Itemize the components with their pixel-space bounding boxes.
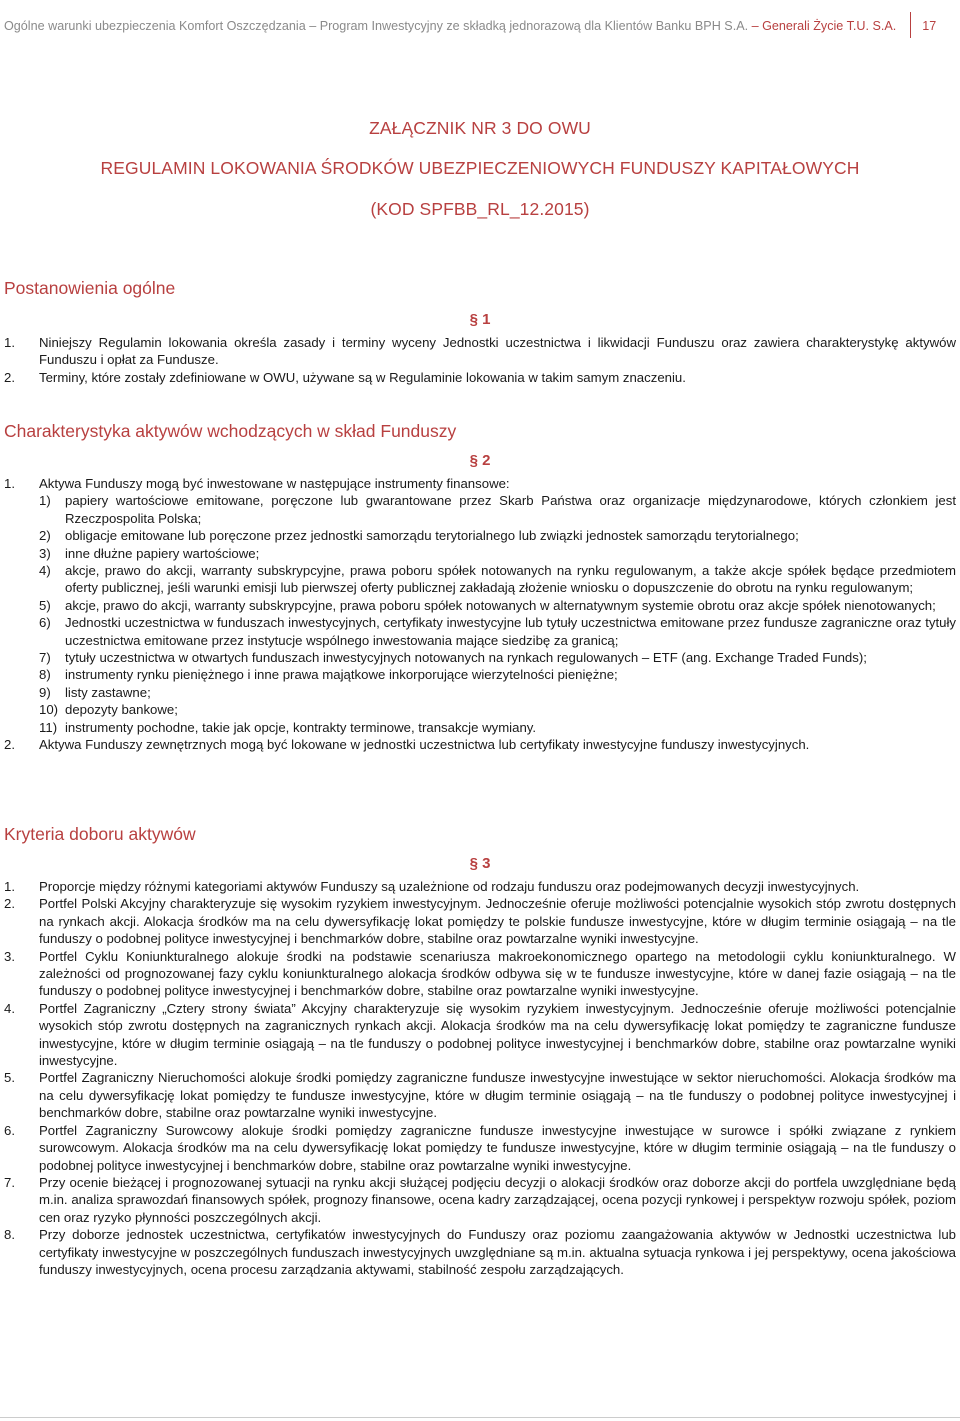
sub-list-item: 7) tytuły uczestnictwa w otwartych funduszach inwestycyjnych notowanych na rynkach regulowanych – ETF (ang. Exchange Traded Funds); [39, 650, 867, 666]
list-item: 7. Przy ocenie bieżącej i prognozowanej sytuacji na rynku akcji służącej podjęciu decyzji o alokacji środków oraz doborze akcji do portfela uwzględniane będą m.in. analiza sprawozdań finansowych spółek, prognozy finansowe, ocena kadry zarządzającej, ocena pozycji rynkowej i perspektyw rozwoju spółek, poziom cen oraz ryzyko płynności poszczególnych akcji. [4, 1174, 956, 1225]
list-item: 8. Przy doborze jednostek uczestnictwa, certyfikatów inwestycyjnych do Funduszy oraz poziomu zaangażowania aktywów w Jednostki uczestnictwa lub certyfikaty inwestycyjne w poszczególnych funduszach inwestycyjnych uwzględniane są m.in. aktualna sytuacja rynkowa i jej perspektywy, ocena jakościowa funduszy inwestycyjnych, ocena procesu zarządzania aktywami, stabilność zespołu zarządzających. [4, 1227, 956, 1277]
sub-list-item: 4) akcje, prawo do akcji, warranty subskrypcyjne, prawa poboru spółek notowanych na rynku regulowanym, a także akcje spółek będące przedmiotem oferty publicznej, jeśli warunki emisji lub pierwszej oferty publicznej zakładają złożenie wniosku o dopuszczenie do obrotu na rynku regulowanym; [39, 563, 956, 596]
annex-title: ZAŁĄCZNIK NR 3 DO OWU [369, 118, 591, 138]
sub-list-item: 11) instrumenty pochodne, takie jak opcje, kontrakty terminowe, transakcje wymiany. [39, 719, 537, 735]
running-header [4, 12, 936, 34]
sub-list-item: 6) Jednostki uczestnictwa w funduszach inwestycyjnych, certyfikaty inwestycyjne lub tytuły uczestnictwa emitowane przez fundusze zagraniczne oraz tytuły uczestnictwa emitowane przez instytucje wspólnego inwestowania mające siedzibę za granicą; [39, 615, 956, 648]
sub-list-item: 5) akcje, prawo do akcji, warranty subskrypcyjne, prawa poboru spółek notowanych w alternatywnym systemie obrotu oraz akcje spółek nienotowanych; [39, 597, 936, 613]
regulation-title: REGULAMIN LOKOWANIA ŚRODKÓW UBEZPIECZENIOWYCH FUNDUSZY KAPITAŁOWYCH [100, 158, 860, 178]
list-item: 1. Proporcje między różnymi kategoriami aktywów Funduszy są uzależnione od rodzaju funduszu oraz podejmowanych decyzji inwestycyjnych. [4, 879, 860, 894]
list-item: 6. Portfel Zagraniczny Surowcowy alokuje środki pomiędzy zagraniczne fundusze inwestycyjne inwestujące w surowce i spółki związane z rynkiem surowcowym. Alokacja środków ma na celu dywersyfikację lokat pomiędzy te fundusze inwestycyjne, które w długim terminie osiągają – na tle funduszy o podobnej polityce inwestycyjnej i benchmarków dobre, stabilne oraz powtarzalne wyniki inwestycyjne. [4, 1122, 956, 1173]
sub-list-item: 1) papiery wartościowe emitowane, poręczone lub gwarantowane przez Skarb Państwa oraz organizacje międzynarodowe, których członkiem jest Rzeczpospolita Polska; [39, 493, 956, 526]
section-heading-assets: Charakterystyka aktywów wchodzących w skład Funduszy [4, 421, 457, 441]
header-insurer: – Generali Życie T.U. S.A. [751, 19, 897, 33]
list-item: 2. Portfel Polski Akcyjny charakteryzuje się wysokim ryzykiem inwestycyjnym. Jednocześnie oferuje możliwości potencjalnie wysokich stóp zwrotu dostępnych na rynkach akcji. Alokacja środków ma na celu dywersyfikację lokat pomiędzy te polskie fundusze inwestycyjne, które w długim terminie osiągają – na tle funduszy o podobnej polityce inwestycyjnej i benchmarków dobre, stabilne oraz powtarzalne wyniki inwestycyjne. [4, 896, 956, 947]
page-number: 17 [922, 19, 937, 33]
sub-list-item: 8) instrumenty rynku pieniężnego i inne prawa majątkowe inkorporujące wierzytelności pieniężne; [39, 667, 618, 683]
sub-list-item: 9) listy zastawne; [39, 684, 151, 700]
list-item: 2. Aktywa Funduszy zewnętrznych mogą być lokowane w jednostki uczestnictwa lub certyfikaty inwestycyjne funduszy inwestycyjnych. [4, 737, 810, 753]
list-item: 3. Portfel Cyklu Koniunkturalnego alokuje środki na podstawie scenariusza makroekonomicznego opartego na metodologii cyklu koniunkturalnego. W zależności od prognozowanej fazy cyklu koniunkturalnego alokacja środków odbywa się w te fundusze inwestycyjne, które w danej fazie osiągają – na tle funduszy o podobnej polityce inwestycyjnej i benchmarków dobre, stabilne oraz powtarzalne wyniki inwestycyjne. [4, 948, 956, 999]
list-item: 1. Niniejszy Regulamin lokowania określa zasady i terminy wyceny Jednostki uczestnictwa i likwidacji Funduszu oraz zawiera charakterystykę aktywów Funduszu i opłat za Fundusze. [4, 335, 956, 368]
list-item: 2. Terminy, które zostały zdefiniowane w OWU, używane są w Regulaminie lokowania w takim samym znaczeniu. [4, 369, 686, 385]
list-item: 4. Portfel Zagraniczny „Cztery strony świata” Akcyjny charakteryzuje się wysokim ryzykiem inwestycyjnym. Jednocześnie oferuje możliwości potencjalnie wysokich stóp zwrotu dostępnych na zagranicznych rynkach akcji. Alokacja środków ma na celu dywersyfikację lokat pomiędzy te zagraniczne fundusze inwestycyjne, które w długim terminie osiągają – na tle funduszy o podobnej polityce inwestycyjnej i benchmarków dobre, stabilne oraz powtarzalne wyniki inwestycyjne. [4, 1000, 956, 1069]
section-assets-body [4, 475, 956, 754]
section-general-body [4, 334, 956, 386]
bottom-rule [0, 1417, 960, 1418]
regulation-code: (KOD SPFBB_RL_12.2015) [370, 199, 590, 219]
sub-list-item: 10) depozyty bankowe; [39, 702, 178, 718]
sub-list-item: 2) obligacje emitowane lub poręczone przez jednostki samorządu terytorialnego lub związki jednostek samorządu terytorialnego; [39, 528, 799, 544]
paragraph-number-1: § 1 [469, 311, 491, 328]
header-divider [910, 12, 911, 38]
list-item: 5. Portfel Zagraniczny Nieruchomości alokuje środki pomiędzy zagraniczne fundusze inwestycyjne inwestujące w sektor nieruchomości. Alokacja środków ma na celu dywersyfikację lokat pomiędzy te fundusze inwestycyjne, które w długim terminie osiągają – na tle funduszy o podobnej polityce inwestycyjnej i benchmarków dobre, stabilne oraz powtarzalne wyniki inwestycyjne. [4, 1070, 956, 1121]
list-item: 1. Aktywa Funduszy mogą być inwestowane w następujące instrumenty finansowe: [4, 476, 510, 491]
paragraph-number-3: § 3 [469, 855, 491, 872]
section-criteria-body [4, 878, 956, 1278]
section-heading-general: Postanowienia ogólne [4, 278, 176, 298]
header-product-name: Ogólne warunki ubezpieczenia Komfort Oszczędzania – Program Inwestycyjny ze składką jednorazową dla Klientów Banku BPH S.A. [4, 19, 749, 33]
section-heading-criteria: Kryteria doboru aktywów [4, 824, 196, 844]
sub-list-item: 3) inne dłużne papiery wartościowe; [39, 545, 260, 561]
paragraph-number-2: § 2 [469, 452, 491, 469]
